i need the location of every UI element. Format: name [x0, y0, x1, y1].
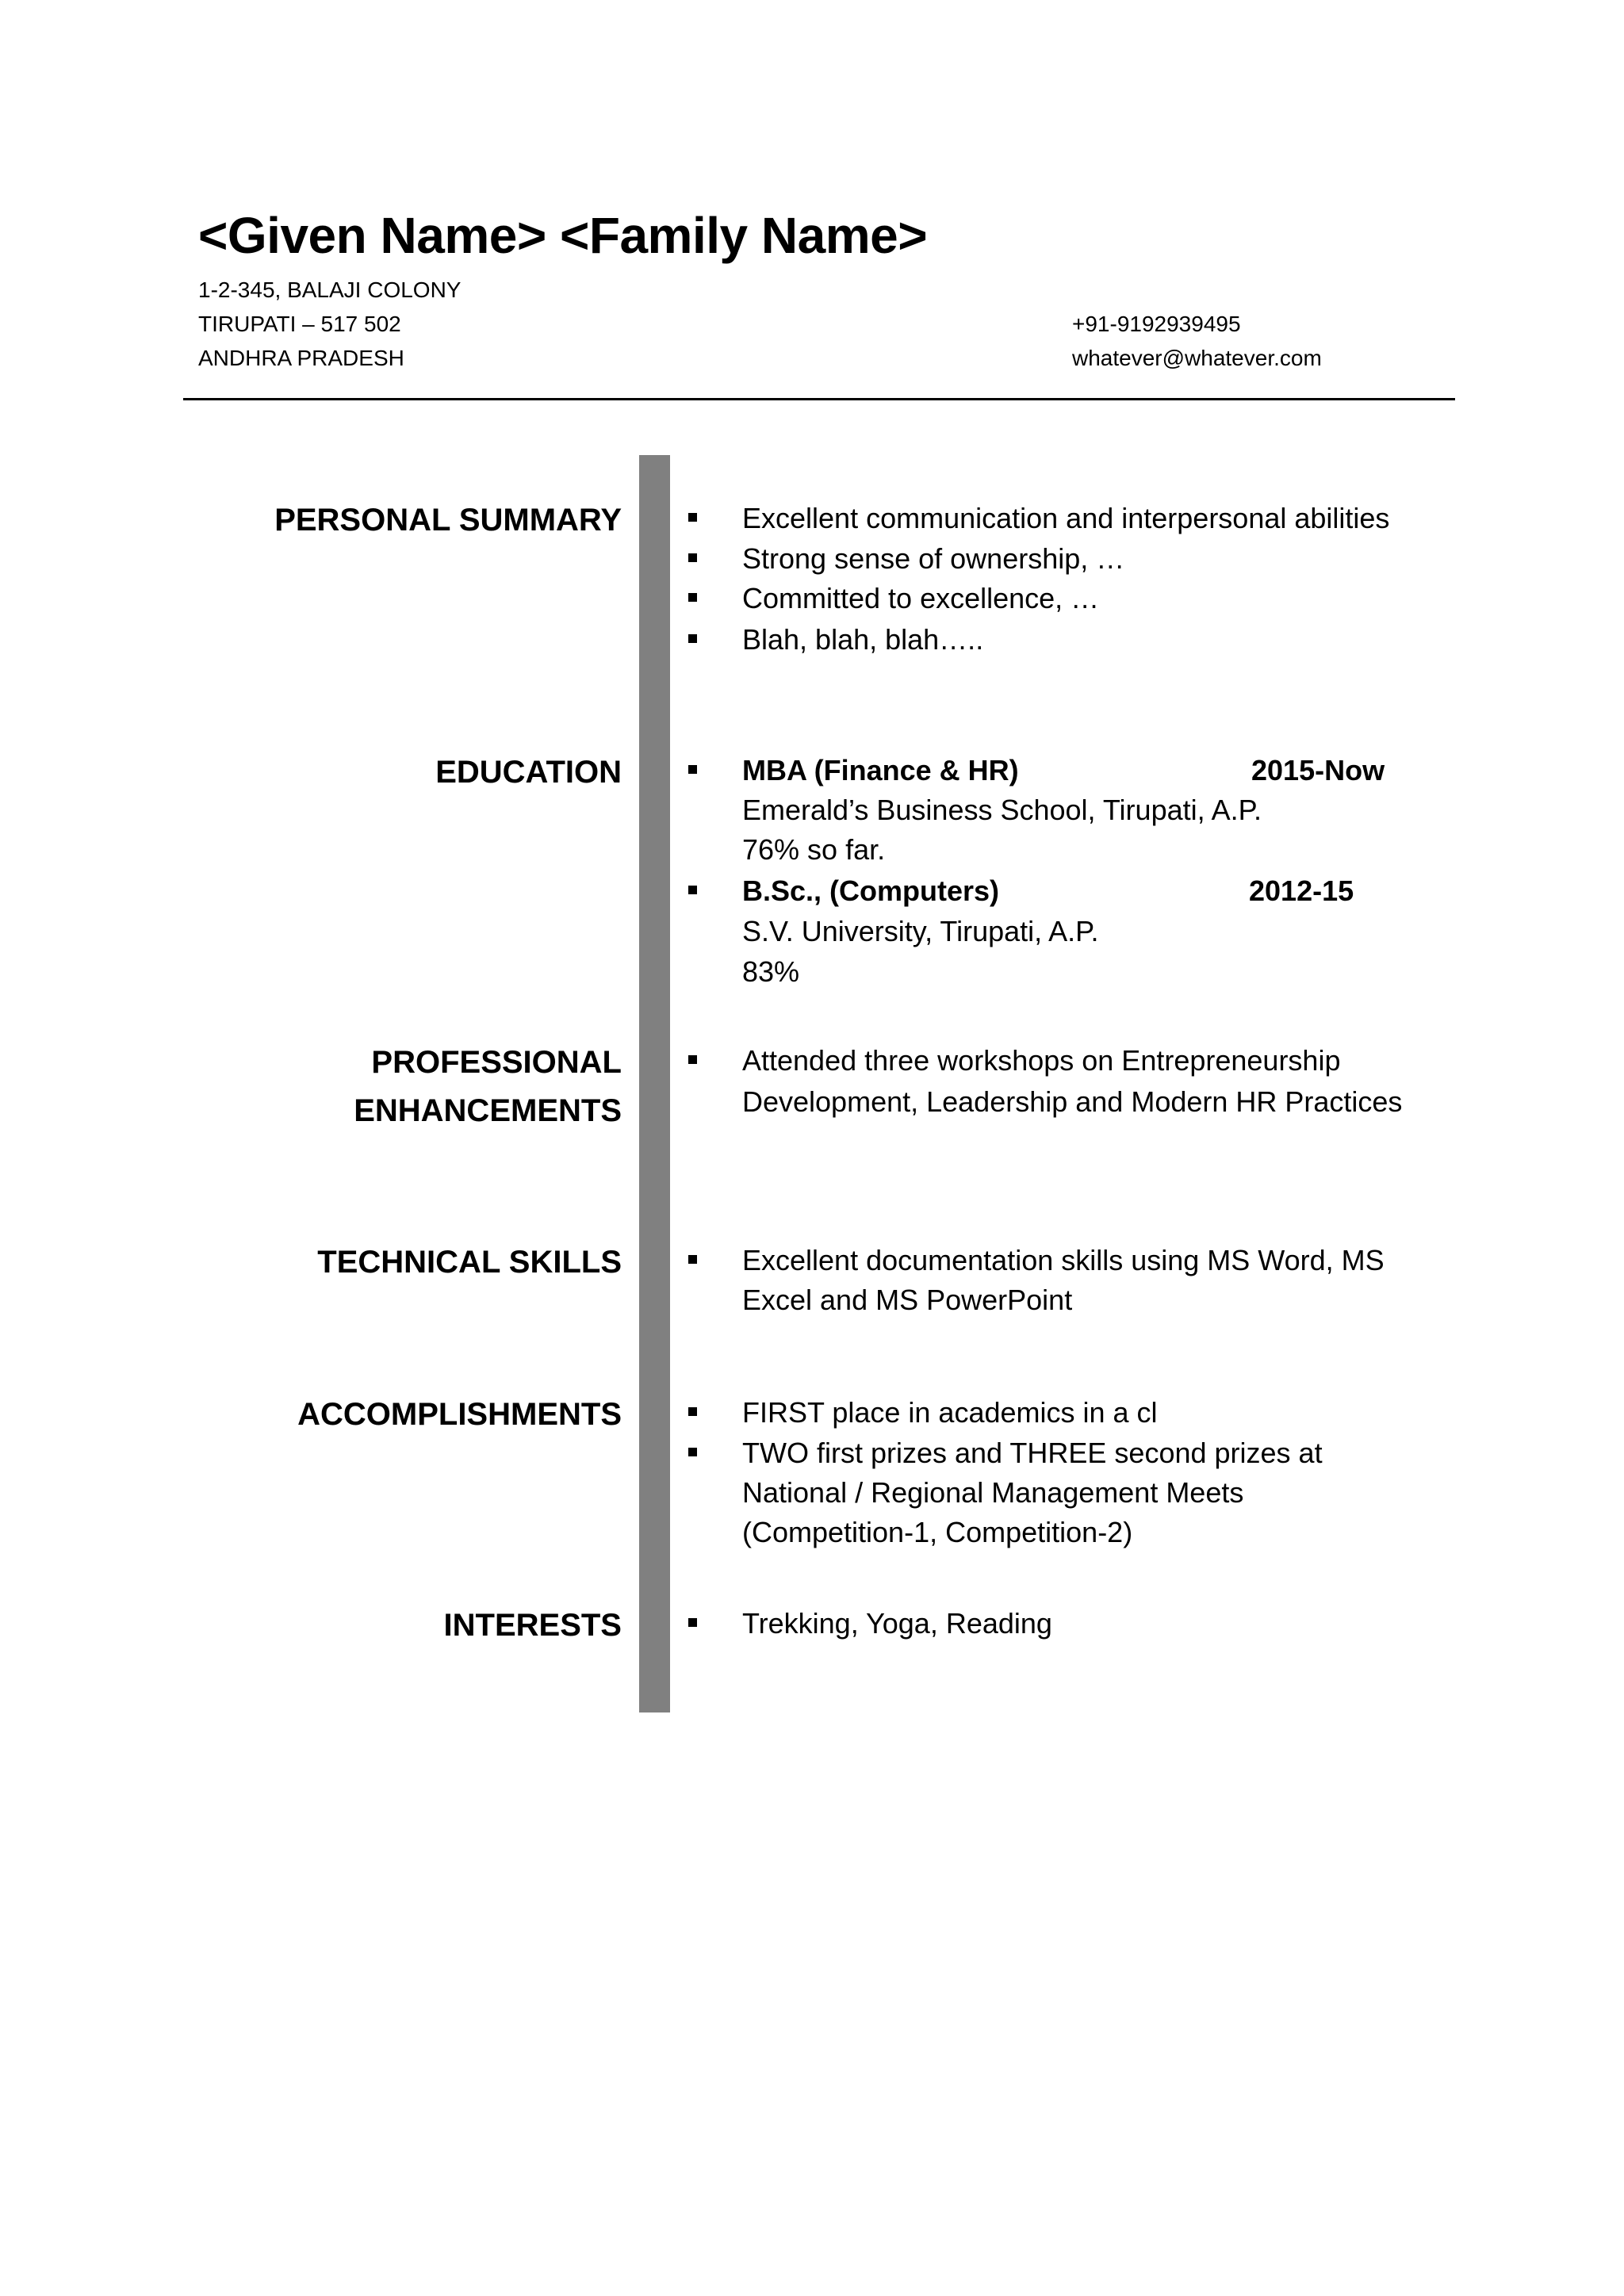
education-institution: S.V. University, Tirupati, A.P.: [742, 915, 1099, 947]
section-divider-bar: [639, 455, 670, 1712]
section-heading-accomplishments: ACCOMPLISHMENTS: [297, 1397, 622, 1432]
address-line-2: TIRUPATI – 517 502: [198, 312, 401, 336]
square-bullet-icon: [688, 634, 697, 643]
education-years: 2015-Now: [1251, 754, 1385, 786]
summary-item: Strong sense of ownership, …: [742, 542, 1125, 575]
summary-item: Excellent communication and interpersonal abilities: [742, 502, 1390, 534]
address-line-1: 1-2-345, BALAJI COLONY: [198, 277, 462, 302]
section-heading-education: EDUCATION: [435, 755, 622, 790]
accomplishment-item-line: FIRST place in academics in a cl: [742, 1396, 1158, 1429]
skills-item-line: Excel and MS PowerPoint: [742, 1284, 1073, 1316]
summary-item: Committed to excellence, …: [742, 582, 1100, 614]
square-bullet-icon: [688, 1448, 697, 1456]
square-bullet-icon: [688, 513, 697, 522]
accomplishment-item-line: (Competition-1, Competition-2): [742, 1516, 1133, 1548]
header-divider: [183, 398, 1455, 400]
education-degree: B.Sc., (Computers): [742, 874, 1000, 907]
education-degree: MBA (Finance & HR): [742, 754, 1019, 786]
square-bullet-icon: [688, 593, 697, 602]
square-bullet-icon: [688, 1055, 697, 1064]
education-institution: Emerald’s Business School, Tirupati, A.P.: [742, 794, 1262, 826]
section-heading-professional: PROFESSIONAL: [371, 1045, 622, 1080]
education-years: 2012-15: [1249, 874, 1354, 907]
square-bullet-icon: [688, 553, 697, 562]
square-bullet-icon: [688, 1618, 697, 1627]
enhancement-item-line: Attended three workshops on Entrepreneurship: [742, 1044, 1341, 1077]
square-bullet-icon: [688, 765, 697, 774]
accomplishment-item-line: TWO first prizes and THREE second prizes at: [742, 1437, 1323, 1469]
interests-item: Trekking, Yoga, Reading: [742, 1607, 1052, 1640]
education-score: 76% so far.: [742, 833, 886, 866]
square-bullet-icon: [688, 1255, 697, 1264]
education-score: 83%: [742, 955, 800, 988]
email-address: whatever@whatever.com: [1072, 346, 1322, 370]
square-bullet-icon: [688, 1407, 697, 1416]
candidate-name: <Given Name> <Family Name>: [198, 207, 928, 264]
address-line-3: ANDHRA PRADESH: [198, 346, 404, 370]
enhancement-item-line: Development, Leadership and Modern HR Practices: [742, 1085, 1403, 1118]
skills-item-line: Excellent documentation skills using MS Word, MS: [742, 1244, 1385, 1276]
accomplishment-item-line: National / Regional Management Meets: [742, 1476, 1244, 1509]
section-heading-technical-skills: TECHNICAL SKILLS: [317, 1245, 622, 1280]
phone-number: +91-9192939495: [1072, 312, 1241, 336]
square-bullet-icon: [688, 886, 697, 894]
section-heading-personal-summary: PERSONAL SUMMARY: [274, 503, 622, 538]
summary-item: Blah, blah, blah…..: [742, 623, 984, 656]
section-heading-interests: INTERESTS: [443, 1608, 622, 1643]
section-heading-enhancements: ENHANCEMENTS: [354, 1093, 622, 1128]
